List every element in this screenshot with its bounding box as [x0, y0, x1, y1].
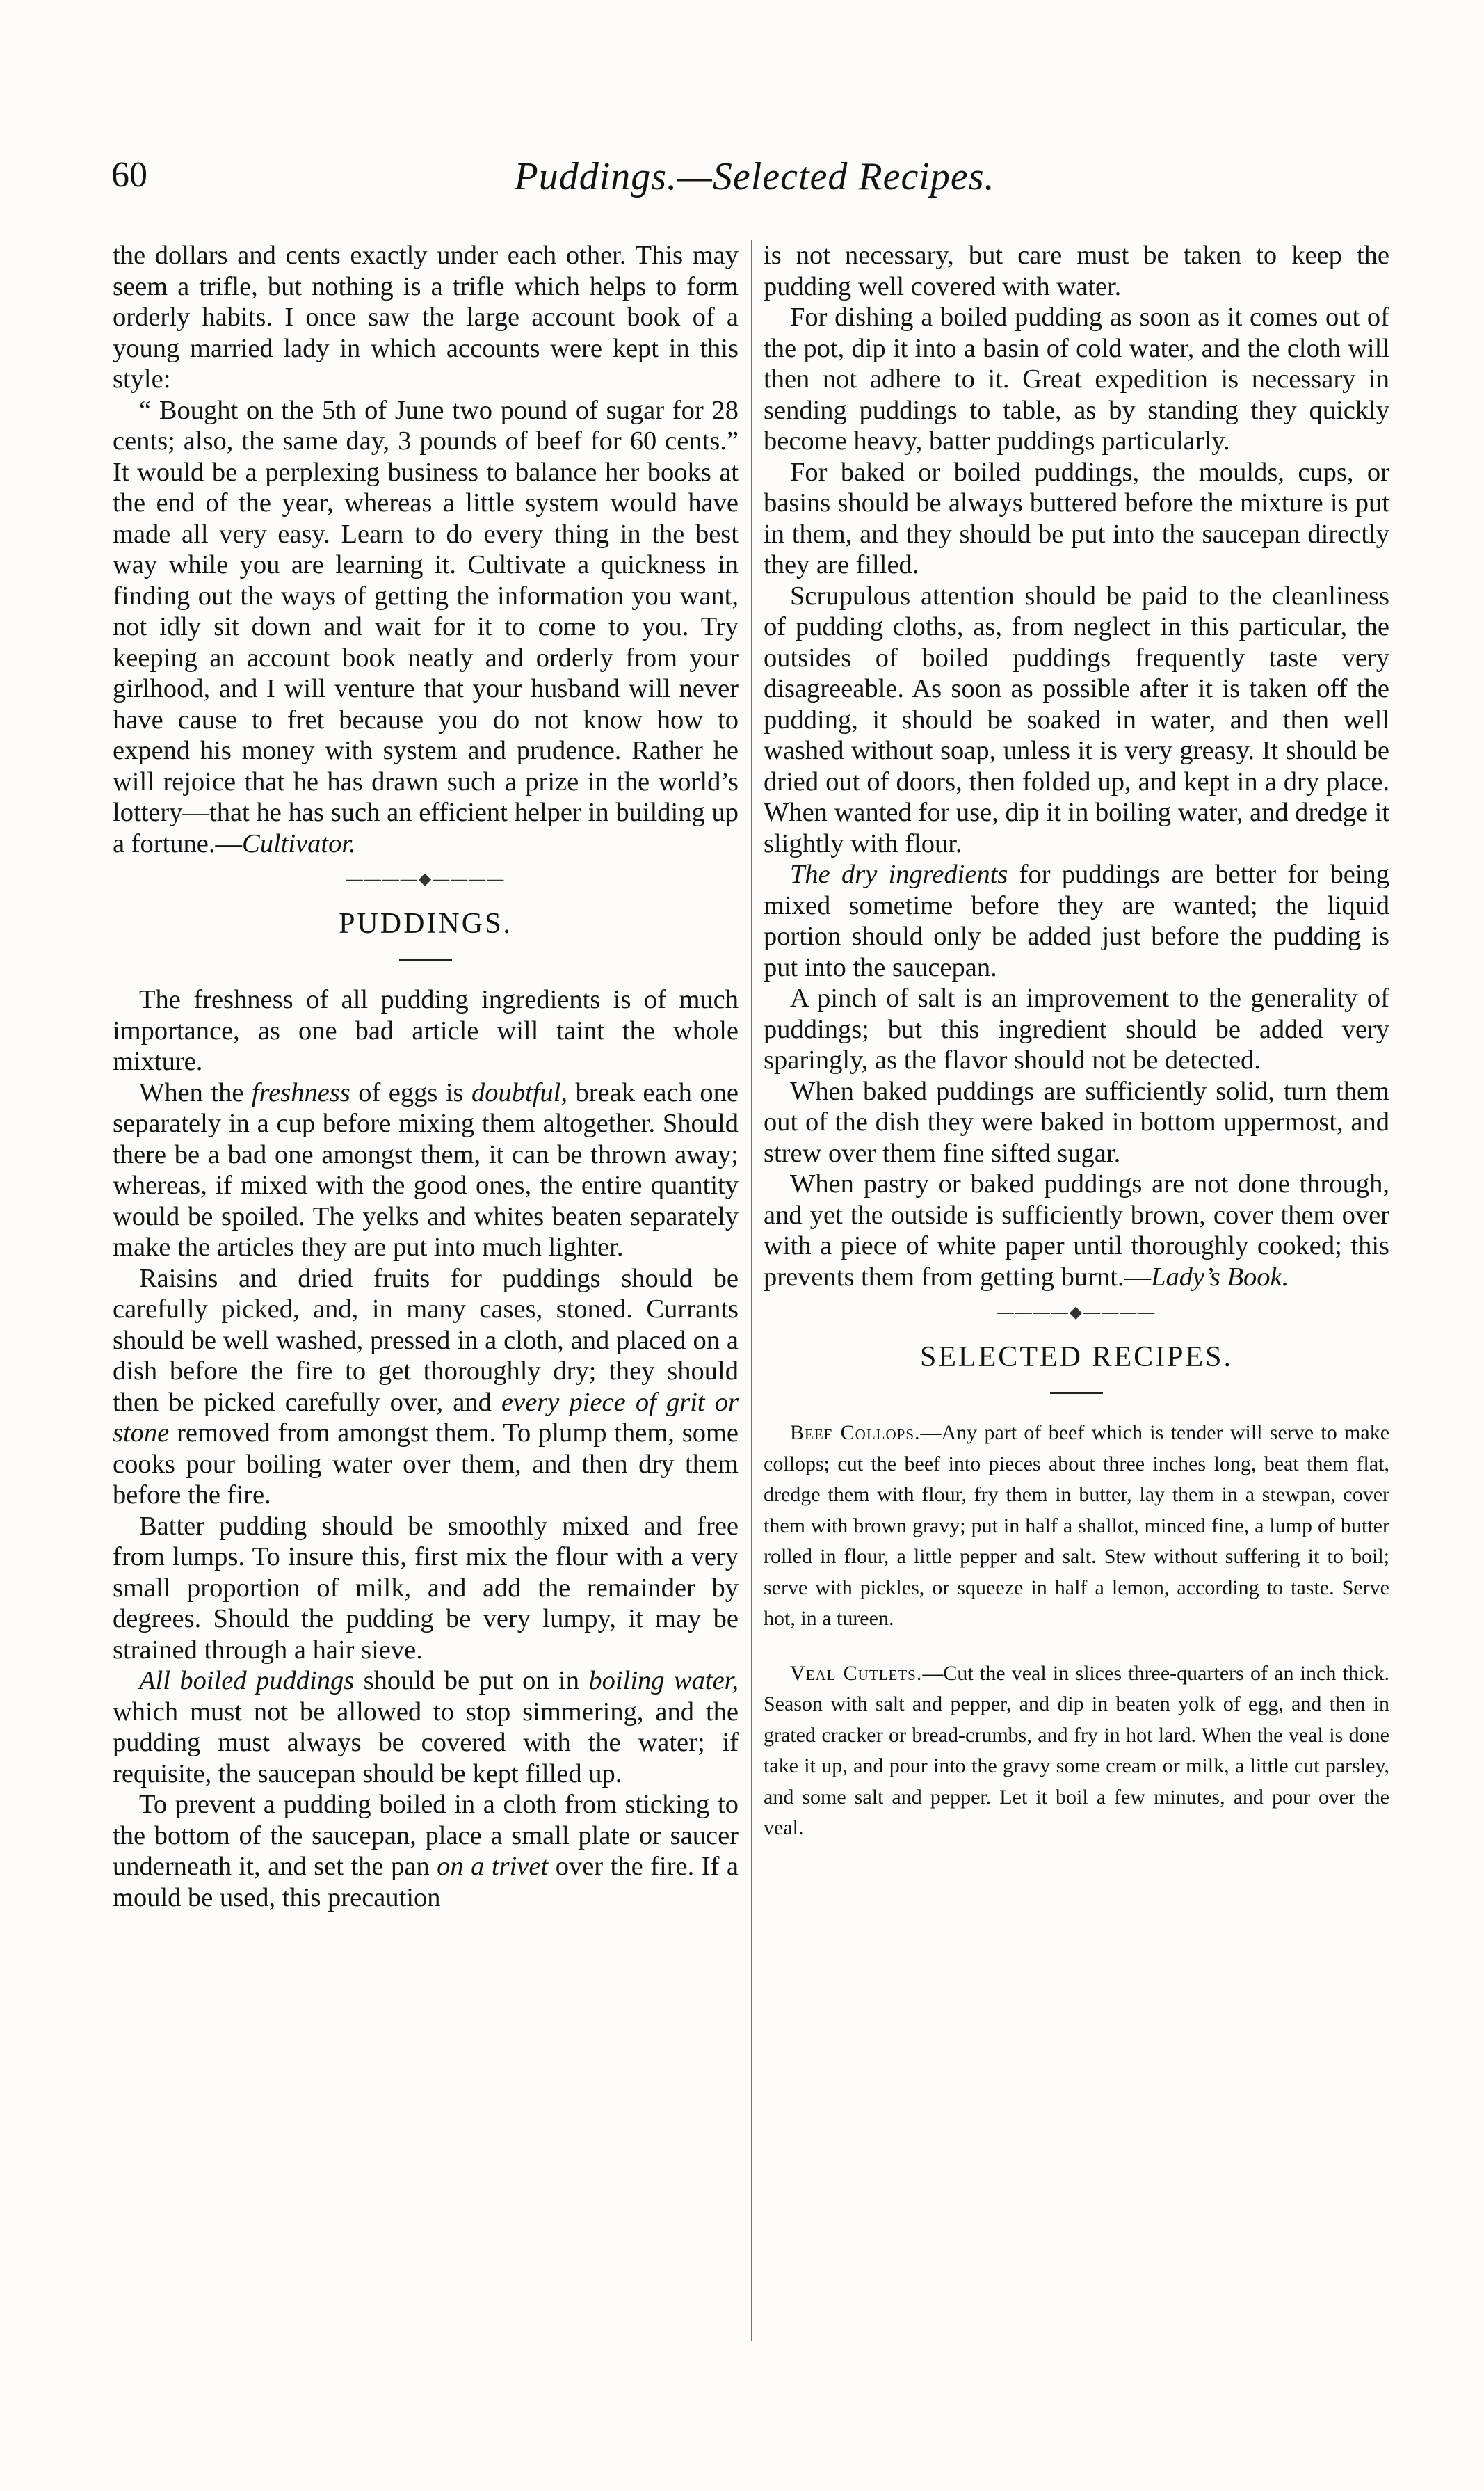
recipe-title: Veal Cutlets.: [790, 1661, 923, 1685]
section-heading: SELECTED RECIPES.: [919, 1341, 1234, 1373]
paragraph: [113, 1665, 739, 1789]
text: Raisins and dried fruits for puddings should be carefully picked, and, in many cases, stoned. Currants should be well washed, pressed in a cloth, and placed on a dish before the fire to get thoroughly dry; they should then be picked carefully over, and: [113, 1263, 739, 1417]
paragraph: A pinch of salt is an improvement to the generality of puddings; but this ingredient should be added very sparingly, as the flavor should not be detected.: [764, 984, 1389, 1075]
paragraph: For baked or boiled puddings, the moulds, cups, or basins should be always buttered before the mixture is put in them, and they should be put into the saucepan directly they are filled.: [764, 457, 1389, 579]
text: for puddings are better for being mixed sometime before they are wanted; the liquid portion should only be added just before the pudding is put into the saucepan.: [764, 860, 1389, 982]
paragraph: [113, 395, 739, 860]
column-divider: [751, 240, 752, 2341]
paragraph: The freshness of all pudding ingredients is of much importance, as one bad article will taint the whole mixture.: [113, 985, 739, 1076]
right-column: [764, 240, 1389, 1844]
paragraph: [764, 1169, 1389, 1292]
recipe-title: Beef Collops.: [790, 1421, 921, 1444]
paragraph: [113, 1078, 739, 1263]
spacer: [764, 1635, 1389, 1658]
emphasis: on a trivet: [437, 1852, 549, 1881]
paragraph: Scrupulous attention should be paid to the cleanliness of pudding cloths, as, from neglect in this particular, the outsides of boiled puddings frequently taste very disagreeable. As soon as possible after it is taken off the pudding, it should be soaked in water, and then well washed without soap, unless it is very greasy. It should be dried out of doors, then folded up, and kept in a dry place. When wanted for use, dip it in boiling water, and dredge it slightly with flour.: [764, 581, 1389, 858]
section-heading: PUDDINGS.: [339, 908, 513, 940]
text: “ Bought on the 5th of June two pound of sugar for 28 cents; also, the same day, 3 pounds of beef for 60 cents.” It would be a perplexing business to balance her books at the end of the year, whereas a little system would have made all very easy. Learn to do every thing in the best way while you are learning it. Cultivate a quickness in finding out the ways of getting the information you want, not idly sit down and wait for it to come to you. Try keeping an account book neatly and orderly from your girlhood, and I will venture that your husband will never have cause to fret because you do not know how to expend his money with system and prudence. Rather he will rejoice that he has drawn such a prize in the world’s lottery—that he has such an efficient helper in building up a fortune.—: [113, 395, 739, 858]
recipe-veal-cutlets: [764, 1658, 1389, 1844]
text: should be put on in: [354, 1666, 589, 1695]
source-citation: Lady’s Book.: [1151, 1262, 1289, 1292]
paragraph: the dollars and cents exactly under each other. This may seem a trifle, but nothing is a trifle which helps to form orderly habits. I once saw the large account book of a young married lady in which accounts were kept in this style:: [113, 241, 739, 394]
paragraph: When baked puddings are sufficiently solid, turn them out of the dish they were baked in bottom uppermost, and strew over them fine sifted sugar.: [764, 1076, 1389, 1168]
paragraph: For dishing a boiled pudding as soon as it comes out of the pot, dip it into a basin of cold water, and the cloth will then not adhere to it. Great expedition is necessary in sending puddings to table, as by standing they quickly become heavy, batter puddings particularly.: [764, 303, 1389, 456]
emphasis: boiling water,: [588, 1666, 739, 1695]
recipe-text: —Cut the veal in slices three-quarters of an inch thick. Season with salt and pepper, and dip in beaten yolk of egg, and then in grated cracker or bread-crumbs, and fry in hot lard. When the veal is done take it up, and pour into the gravy some cream or milk, a little cut parsley, and some salt and pepper. Let it boil a few minutes, and pour over the veal.: [764, 1661, 1389, 1839]
text: break each one separately in a cup before mixing them altogether. Should there be a bad one amongst them, it can be thrown away; whereas, if mixed with the good ones, the entire quantity would be spoiled. The yelks and whites beaten separately make the articles they are put into much lighter.: [113, 1078, 739, 1262]
source-citation: Cultivator.: [242, 828, 356, 858]
recipe-beef-collops: [764, 1418, 1389, 1635]
recipe-text: —Any part of beef which is tender will serve to make collops; cut the beef into pieces about three inches long, beat them flat, dredge them with flour, fry them in butter, lay them in a stewpan, cover them with brown gravy; put in half a shallot, minced fine, a lump of butter rolled in flour, a little pepper and salt. Stew without suffering it to boil; serve with pickles, or squeeze in half a lemon, according to taste. Serve hot, in a tureen.: [764, 1421, 1390, 1630]
section-separator: ————◆————: [997, 1304, 1156, 1322]
paragraph: Batter pudding should be smoothly mixed and free from lumps. To insure this, first mix the flour with a very small proportion of milk, and add the remainder by degrees. Should the pudding be very lumpy, it may be strained through a hair sieve.: [113, 1511, 739, 1665]
running-title: Puddings.—Selected Recipes.: [514, 155, 995, 198]
text: which must not be allowed to stop simmering, and the pudding must always be covered with the water; if requisite, the saucepan should be kept filled up.: [113, 1697, 739, 1788]
section-separator: ————◆————: [346, 870, 506, 888]
text: over the fire. If a mould be used, this precaution: [113, 1852, 739, 1912]
page-number: 60: [111, 155, 147, 195]
heading-rule: [1050, 1392, 1103, 1394]
emphasis: freshness: [251, 1078, 350, 1107]
emphasis: The dry ingredients: [790, 860, 1008, 889]
emphasis: every piece of grit or stone: [113, 1387, 739, 1448]
text: To prevent a pudding boiled in a cloth from sticking to the bottom of the saucepan, place a small plate or saucer underneath it, and set the pan: [113, 1790, 739, 1881]
text: removed from amongst them. To plump them, some cooks pour boiling water over them, and then dry them before the fire.: [113, 1418, 739, 1509]
left-column: [113, 240, 739, 1913]
paragraph: [113, 1263, 739, 1511]
text: When pastry or baked puddings are not done through, and yet the outside is sufficiently brown, cover them over with a piece of white paper until thoroughly cooked; this prevents them from getting burnt.—: [764, 1169, 1389, 1292]
text: of eggs is: [350, 1078, 471, 1107]
page-header: [111, 154, 1398, 217]
paragraph: [113, 1789, 739, 1913]
heading-rule: [399, 959, 452, 961]
text: When the: [139, 1078, 252, 1107]
paragraph: is not necessary, but care must be taken to keep the pudding well covered with water.: [764, 241, 1389, 301]
emphasis: doubtful,: [471, 1078, 567, 1107]
emphasis: All boiled puddings: [139, 1666, 355, 1695]
paragraph: [764, 859, 1389, 983]
